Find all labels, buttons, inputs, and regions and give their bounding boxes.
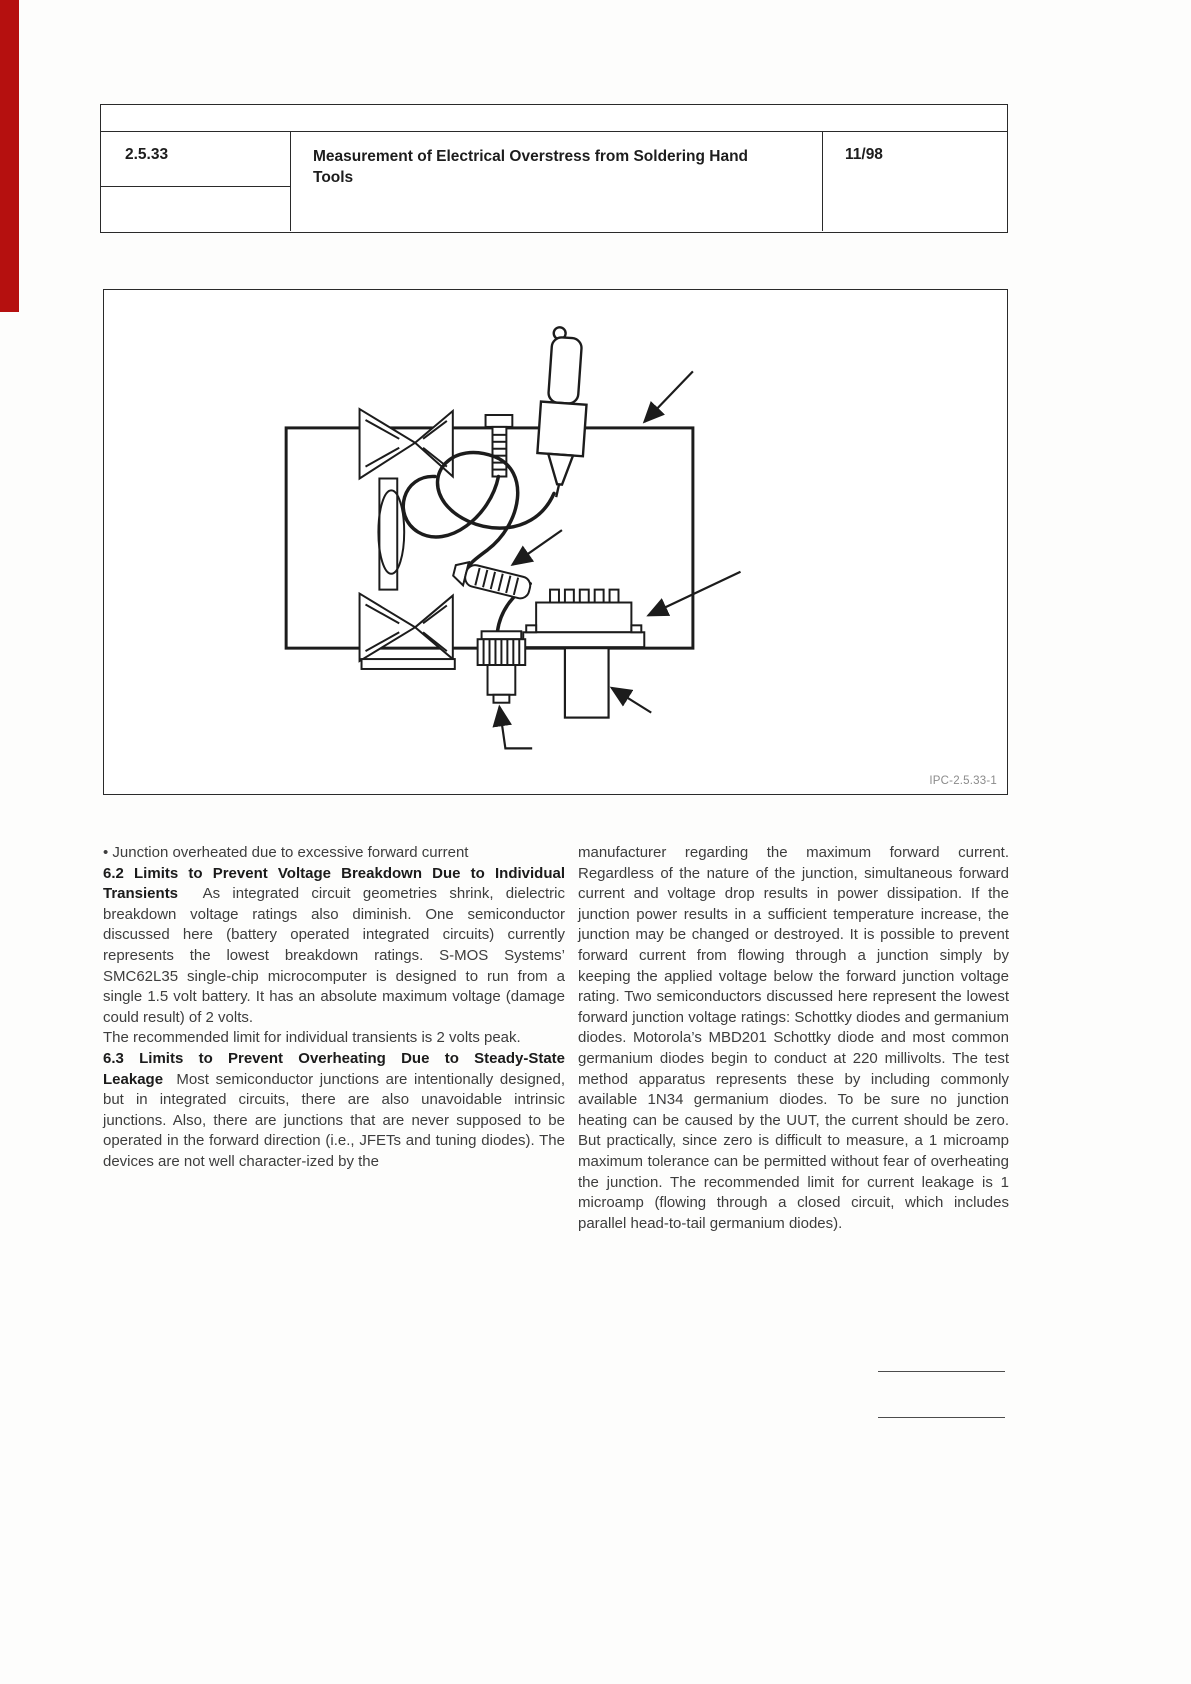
- left-column: [103, 843, 565, 1173]
- figure-box: [103, 289, 1008, 795]
- recommended-limit-paragraph: The recommended limit for individual transients is 2 volts peak.: [103, 1029, 521, 1047]
- section-6-3-heading: 6.3 Limits to Prevent Overheating Due to Steady-State Leakage: [103, 1049, 565, 1088]
- figure-caption: IPC-2.5.33-1: [929, 775, 997, 787]
- bullet-item: • Junction overheated due to excessive forward current: [103, 844, 469, 861]
- section-number: 2.5.33: [125, 146, 169, 163]
- header-left-cell-rule: [101, 186, 290, 187]
- section-6-2-paragraph: [103, 864, 565, 1029]
- section-6-3-paragraph: [103, 1049, 565, 1173]
- document-date: 11/98: [845, 146, 883, 163]
- section-6-2-heading: 6.2 Limits to Prevent Voltage Breakdown Due to Individual Transients: [103, 864, 565, 903]
- support-column-drawing: [565, 648, 609, 717]
- header-divider-right: [822, 132, 823, 231]
- header-divider-left: [290, 132, 291, 231]
- test-fixture-figure: [104, 290, 1005, 792]
- connector-drawing: [478, 631, 526, 702]
- header-table: [100, 104, 1008, 233]
- right-column-paragraph: manufacturer regarding the maximum forward current. Regardless of the nature of the junction, simultaneous forward current and voltage drop results in power dissipation. If the junction power results in a sufficient temperature increase, the junction may be changed or destroyed. It is possible to prevent forward current from flowing through a junction simply by keeping the applied voltage below the forward junction voltage rating. Two semiconductors discussed here represent the lowest forward junction voltage ratings: Schottky diodes and germanium diodes. Motorola’s MBD201 Schottky diode and most common germanium diodes begin to conduct at 220 millivolts. The test method apparatus represents these by including commonly available 1N34 germanium diodes. To be sure no junction heating can be caused by the UUT, the current should be zero. But practically, since zero is difficult to measure, a 1 microamp maximum tolerance can be permitted without fear of overheating the junction. The recommended limit for current leakage is 1 microamp (flowing through a closed circuit, which includes parallel head-to-tail germanium diodes).: [578, 844, 1009, 1232]
- section-6-2-body: As integrated circuit geometries shrink, dielectric breakdown voltage ratings also diminish. One semiconductor discussed here (battery operated integrated circuits) currently represents the lowest breakdown ratings. S-MOS Systems’ SMC62L35 single-chip microcomputer is designed to run from a single 1.5 volt battery. It has an absolute maximum voltage (damage could result) of 2 volts.: [103, 885, 565, 1026]
- blank-line-2: [878, 1417, 1005, 1418]
- blank-line-1: [878, 1371, 1005, 1372]
- right-column: [578, 843, 1009, 1234]
- header-top-strip: [101, 105, 1007, 132]
- section-6-3-body: Most semiconductor junctions are intentionally designed, but in integrated circuits, there are also unavoidable intrinsic junctions. Also, there are junctions that are never supposed to be operated in the forward direction (i.e., JFETs and tuning diodes). The devices are not well character-ized by the: [103, 1070, 565, 1170]
- page-edge-red-bar: [0, 0, 19, 312]
- document-title: Measurement of Electrical Overstress from Soldering Hand Tools: [313, 148, 748, 186]
